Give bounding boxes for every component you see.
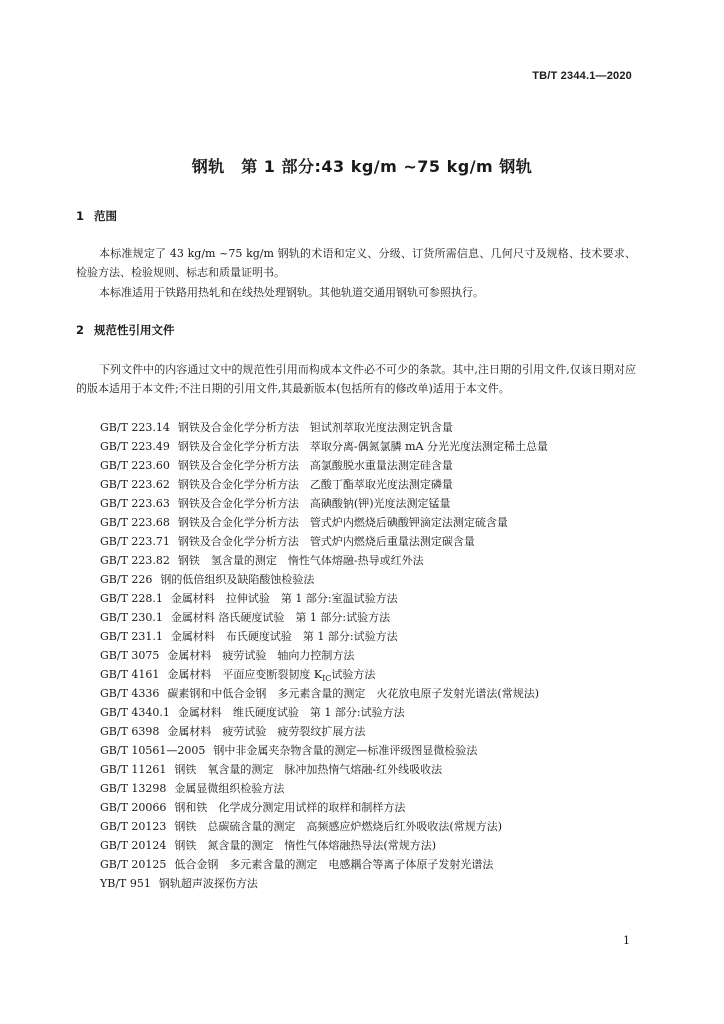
reference-code: GB/T 11261 [100, 763, 167, 776]
document-title: 钢轨 第 1 部分:43 kg/m ~75 kg/m 钢轨 [191, 157, 533, 176]
reference-code: GB/T 4336 [100, 687, 160, 700]
reference-item [100, 836, 640, 855]
page-number: 1 [623, 934, 630, 947]
reference-title: 钢铁 氧含量的测定 脉冲加热惰气熔融-红外线吸收法 [174, 763, 443, 776]
reference-title: 金属材料 洛氏硬度试验 第 1 部分:试验方法 [170, 611, 391, 624]
section-title: 范围 [94, 209, 117, 223]
section-2-heading [76, 322, 175, 338]
reference-code: YB/T 951 [100, 877, 151, 890]
reference-item [100, 741, 640, 760]
section-title: 规范性引用文件 [94, 323, 175, 337]
reference-item [100, 703, 640, 722]
reference-code: GB/T 226 [100, 573, 153, 586]
reference-item [100, 456, 640, 475]
reference-item [100, 722, 640, 741]
reference-item [100, 475, 640, 494]
reference-item [100, 513, 640, 532]
reference-item [100, 760, 640, 779]
reference-title: 低合金钢 多元素含量的测定 电感耦合等离子体原子发射光谱法 [174, 858, 494, 871]
reference-title: 金属显微组织检验方法 [174, 782, 285, 795]
reference-code: GB/T 10561—2005 [100, 744, 206, 757]
reference-item [100, 608, 640, 627]
reference-code: GB/T 20124 [100, 839, 167, 852]
reference-code: GB/T 3075 [100, 649, 160, 662]
reference-title: 金属材料 维氏硬度试验 第 1 部分:试验方法 [177, 706, 405, 719]
reference-item [100, 646, 640, 665]
scope-applicability-paragraph: 本标准适用于铁路用热轧和在线热处理钢轨。其他轨道交通用钢轨可参照执行。 [99, 286, 484, 299]
reference-code: GB/T 4161 [100, 668, 160, 681]
reference-title: 金属材料 布氏硬度试验 第 1 部分:试验方法 [170, 630, 398, 643]
reference-title: 钢铁及合金化学分析方法 萃取分离-偶氮氯膦 mA 分光光度法测定稀土总量 [177, 440, 548, 453]
reference-item [100, 627, 640, 646]
reference-title: 钢铁及合金化学分析方法 高氯酸脱水重量法测定硅含量 [177, 459, 453, 472]
reference-code: GB/T 13298 [100, 782, 167, 795]
reference-title: 金属材料 平面应变断裂韧度 $K_{IC}$试验方法 [167, 668, 376, 684]
reference-item [100, 684, 640, 703]
reference-title: 钢铁 总碳硫含量的测定 高频感应炉燃烧后红外吸收法(常规方法) [174, 820, 502, 833]
reference-title: 钢和铁 化学成分测定用试样的取样和制样方法 [174, 801, 406, 814]
reference-title: 钢铁及合金化学分析方法 管式炉内燃烧后碘酸钾滴定法测定硫含量 [177, 516, 508, 529]
reference-code: GB/T 228.1 [100, 592, 163, 605]
reference-title: 钢铁及合金化学分析方法 钽试剂萃取光度法测定钒含量 [177, 421, 453, 434]
section-1-heading [76, 208, 117, 224]
reference-item [100, 817, 640, 836]
section-number: 1 [76, 209, 85, 223]
reference-title: 金属材料 疲劳试验 轴向力控制方法 [167, 649, 355, 662]
reference-item [100, 494, 640, 513]
reference-item [100, 570, 640, 589]
reference-code: GB/T 230.1 [100, 611, 163, 624]
reference-code: GB/T 223.71 [100, 535, 170, 548]
reference-title: 金属材料 拉伸试验 第 1 部分:室温试验方法 [170, 592, 398, 605]
reference-item [100, 779, 640, 798]
scope-paragraph: 本标准规定了 43 kg/m ~75 kg/m 钢轨的术语和定义、分级、订货所需信息、几何尺寸及规格、技术要求、检验方法、检验规则、标志和质量证明书。 [76, 247, 636, 279]
reference-code: GB/T 20066 [100, 801, 167, 814]
normative-references-intro: 下列文件中的内容通过文中的规范性引用而构成本文件必不可少的条款。其中,注日期的引用文件,仅该日期对应的版本适用于本文件;不注日期的引用文件,其最新版本(包括所有的修改单)适用于本文件。 [76, 363, 636, 395]
reference-item [100, 551, 640, 570]
reference-code: GB/T 20125 [100, 858, 167, 871]
standard-code: TB/T 2344.1—2020 [532, 70, 632, 82]
reference-item [100, 855, 640, 874]
reference-code: GB/T 223.14 [100, 421, 170, 434]
reference-code: GB/T 223.49 [100, 440, 170, 453]
reference-item [100, 874, 640, 893]
reference-title: 钢铁 氮含量的测定 惰性气体熔融热导法(常规方法) [174, 839, 436, 852]
reference-title: 金属材料 疲劳试验 疲劳裂纹扩展方法 [167, 725, 366, 738]
section-number: 2 [76, 323, 85, 337]
reference-list [100, 418, 640, 893]
reference-item [100, 589, 640, 608]
reference-item [100, 798, 640, 817]
reference-code: GB/T 20123 [100, 820, 167, 833]
reference-title: 碳素钢和中低合金钢 多元素含量的测定 火花放电原子发射光谱法(常规法) [167, 687, 539, 700]
reference-title: 钢铁及合金化学分析方法 乙酸丁酯萃取光度法测定磷量 [177, 478, 453, 491]
reference-code: GB/T 223.60 [100, 459, 170, 472]
reference-title: 钢铁及合金化学分析方法 高碘酸钠(钾)光度法测定锰量 [177, 497, 451, 510]
reference-item [100, 418, 640, 437]
reference-code: GB/T 223.62 [100, 478, 170, 491]
reference-title: 钢的低倍组织及缺陷酸蚀检验法 [160, 573, 315, 586]
reference-code: GB/T 6398 [100, 725, 160, 738]
reference-title: 钢铁 氢含量的测定 惰性气体熔融-热导或红外法 [177, 554, 424, 567]
reference-title: 钢中非金属夹杂物含量的测定—标准评级图显微检验法 [213, 744, 478, 757]
reference-code: GB/T 231.1 [100, 630, 163, 643]
reference-item [100, 437, 640, 456]
reference-code: GB/T 223.82 [100, 554, 170, 567]
reference-item [100, 665, 640, 684]
reference-title: 钢铁及合金化学分析方法 管式炉内燃烧后重量法测定碳含量 [177, 535, 475, 548]
reference-title: 钢轨超声波探伤方法 [158, 877, 258, 890]
reference-code: GB/T 4340.1 [100, 706, 170, 719]
reference-item [100, 532, 640, 551]
reference-code: GB/T 223.68 [100, 516, 170, 529]
reference-code: GB/T 223.63 [100, 497, 170, 510]
